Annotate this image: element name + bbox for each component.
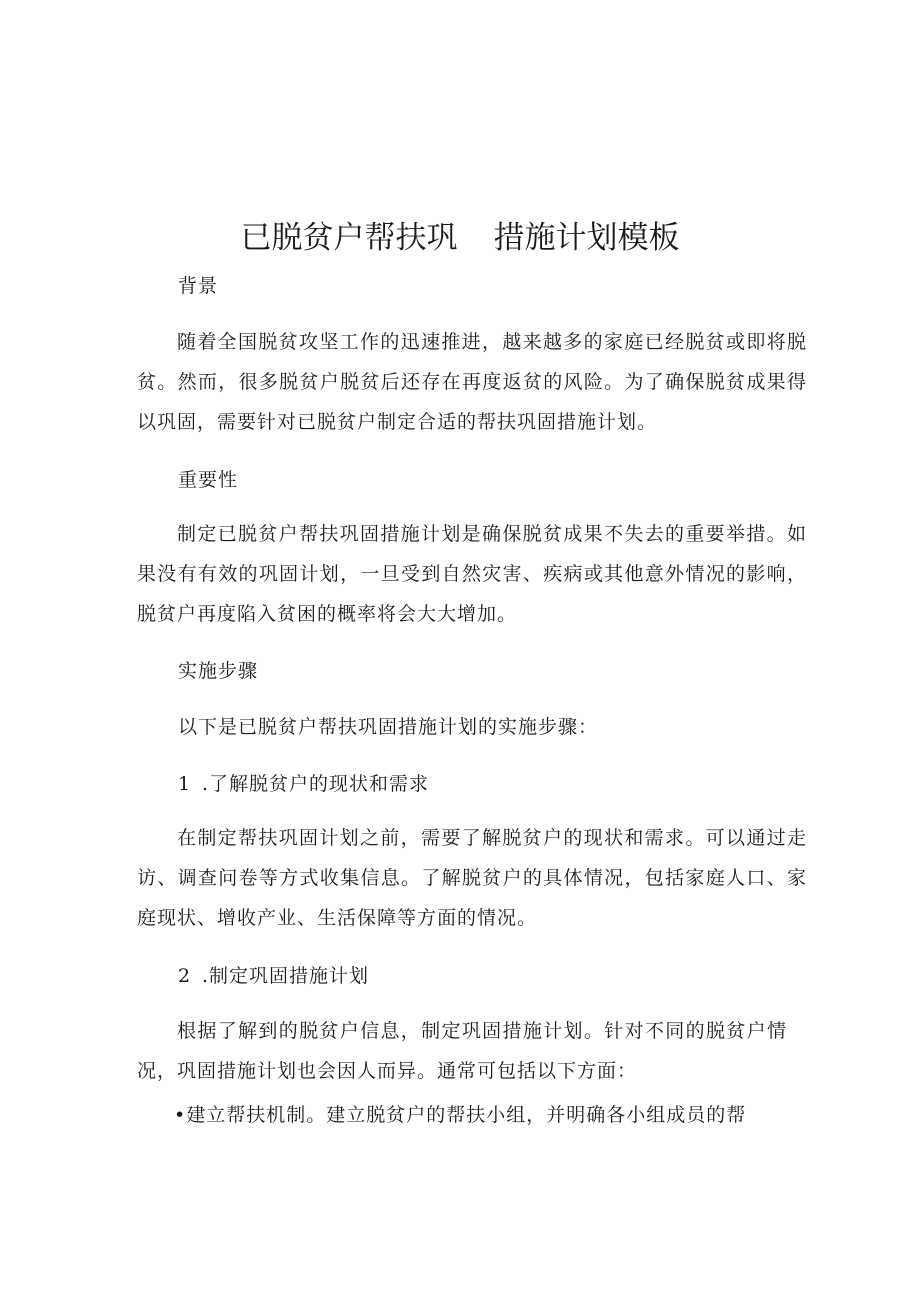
- importance-paragraph: 制定已脱贫户帮扶巩固措施计划是确保脱贫成果不失去的重要举措。如果没有有效的巩固计划，一旦受到自然灾害、疾病或其他意外情况的影响，脱贫户再度陷入贫困的概率将会大大增加。: [137, 523, 807, 625]
- step-2-number: 2: [178, 965, 192, 987]
- step-2-paragraph: 根据了解到的脱贫户信息，制定巩固措施计划。针对不同的脱贫户情况，巩固措施计划也会因人而异。通常可包括以下方面：: [137, 1020, 787, 1082]
- step-1-heading: [178, 764, 808, 804]
- steps-heading: 实施步骤: [178, 660, 259, 682]
- steps-intro: 以下是已脱贫户帮扶巩固措施计划的实施步骤：: [178, 716, 599, 738]
- background-heading: 背景: [178, 275, 219, 297]
- step-1-paragraph: 在制定帮扶巩固计划之前，需要了解脱贫户的现状和需求。可以通过走访、调查问卷等方式收集信息。了解脱贫户的具体情况，包括家庭人口、家庭现状、增收产业、生活保障等方面的情况。: [137, 827, 807, 929]
- step-1-title: .了解脱贫户的现状和需求: [202, 773, 430, 795]
- step-2-title: .制定巩固措施计划: [202, 965, 370, 987]
- title-part-1: 已脱贫户帮扶巩: [240, 220, 458, 256]
- step-2-heading: [178, 956, 808, 996]
- bullet-item-1: •建立帮扶机制。建立脱贫户的帮扶小组，并明确各小组成员的帮: [174, 1104, 747, 1126]
- importance-heading: 重要性: [178, 469, 239, 491]
- title-part-2: 措施计划模板: [493, 220, 680, 256]
- step-1-number: 1: [178, 773, 192, 795]
- page-title: [0, 214, 920, 262]
- background-paragraph: 随着全国脱贫攻坚工作的迅速推进，越来越多的家庭已经脱贫或即将脱贫。然而，很多脱贫户脱贫后还存在再度返贫的风险。为了确保脱贫成果得以巩固，需要针对已脱贫户制定合适的帮扶巩固措施计划。: [137, 331, 807, 433]
